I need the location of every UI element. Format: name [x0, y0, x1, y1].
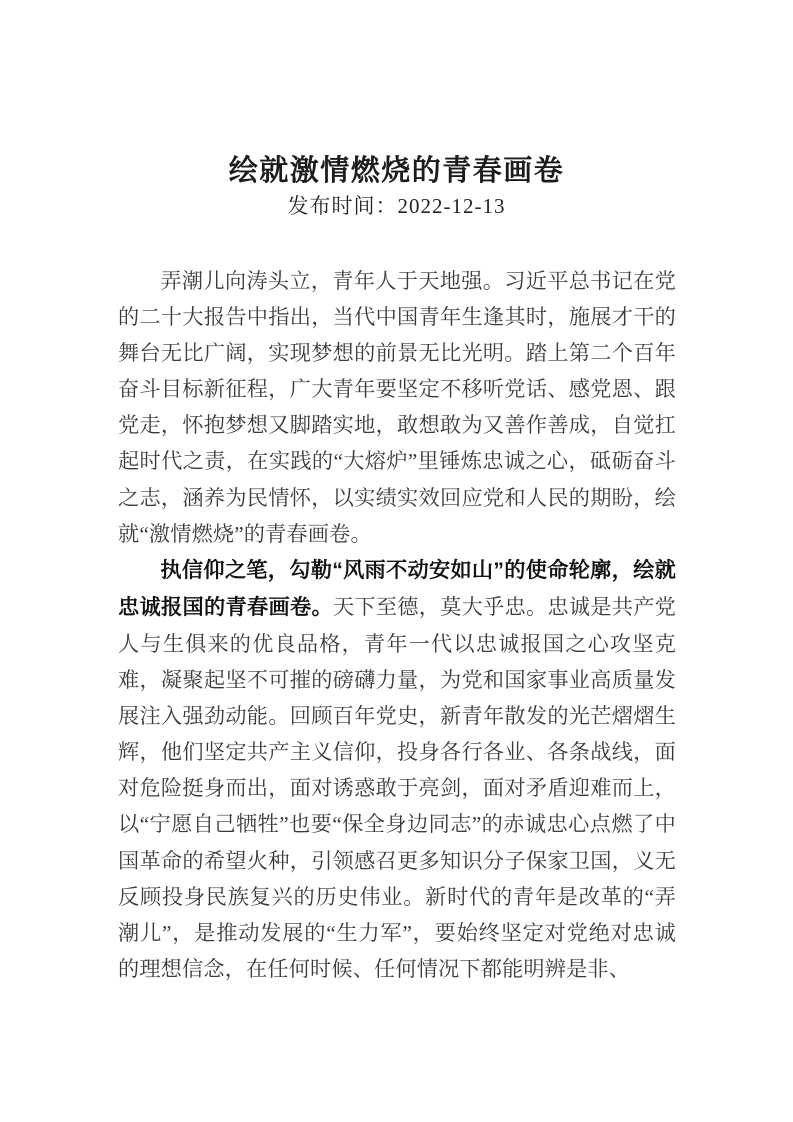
- paragraph-1-text: 弄潮儿向涛头立，青年人于天地强。习近平总书记在党的二十大报告中指出，当代中国青年生逢其时，施展才干的舞台无比广阔，实现梦想的前景无比光明。踏上第二个百年奋斗目标新征程，广大青年要坚定不移听党话、感党恩、跟党走，怀抱梦想又脚踏实地，敢想敢为又善作善成，自觉扛起时代之责，在实践的“大熔炉”里锤炼忠诚之心，砥砺奋斗之志，涵养为民情怀，以实绩实效回应党和人民的期盼，绘就“激情燃烧”的青春画卷。: [118, 269, 676, 546]
- document-body: [118, 263, 676, 987]
- page-title: 绘就激情燃烧的青春画卷: [228, 155, 565, 188]
- publish-time: 发布时间：2022-12-13: [287, 194, 506, 218]
- paragraph-2-lead: 执信仰之笔，勾勒“风雨不动安如山”的使命轮廓，绘就忠诚报国的青春画卷。: [118, 558, 676, 619]
- paragraph-2-text: 天下至德，莫大乎忠。忠诚是共产党人与生俱来的优良品格，青年一代以忠诚报国之心攻坚克难，凝聚起坚不可摧的磅礴力量，为党和国家事业高质量发展注入强劲动能。回顾百年党史，新青年散发的光芒熠熠生辉，他们坚定共产主义信仰，投身各行各业、各条战线，面对危险挺身而出，面对诱惑敢于亮剑，面对矛盾迎难而上，以“宁愿自己牺牲”也要“保全身边同志”的赤诚忠心点燃了中国革命的希望火种，引领感召更多知识分子保家卫国，义无反顾投身民族复兴的历史伟业。新时代的青年是改革的“弄潮儿”，是推动发展的“生力军”，要始终坚定对党绝对忠诚的理想信念，在任何时候、任何情况下都能明辨是非、: [118, 594, 676, 981]
- paragraph-2: [118, 552, 676, 987]
- paragraph-1: [118, 263, 676, 552]
